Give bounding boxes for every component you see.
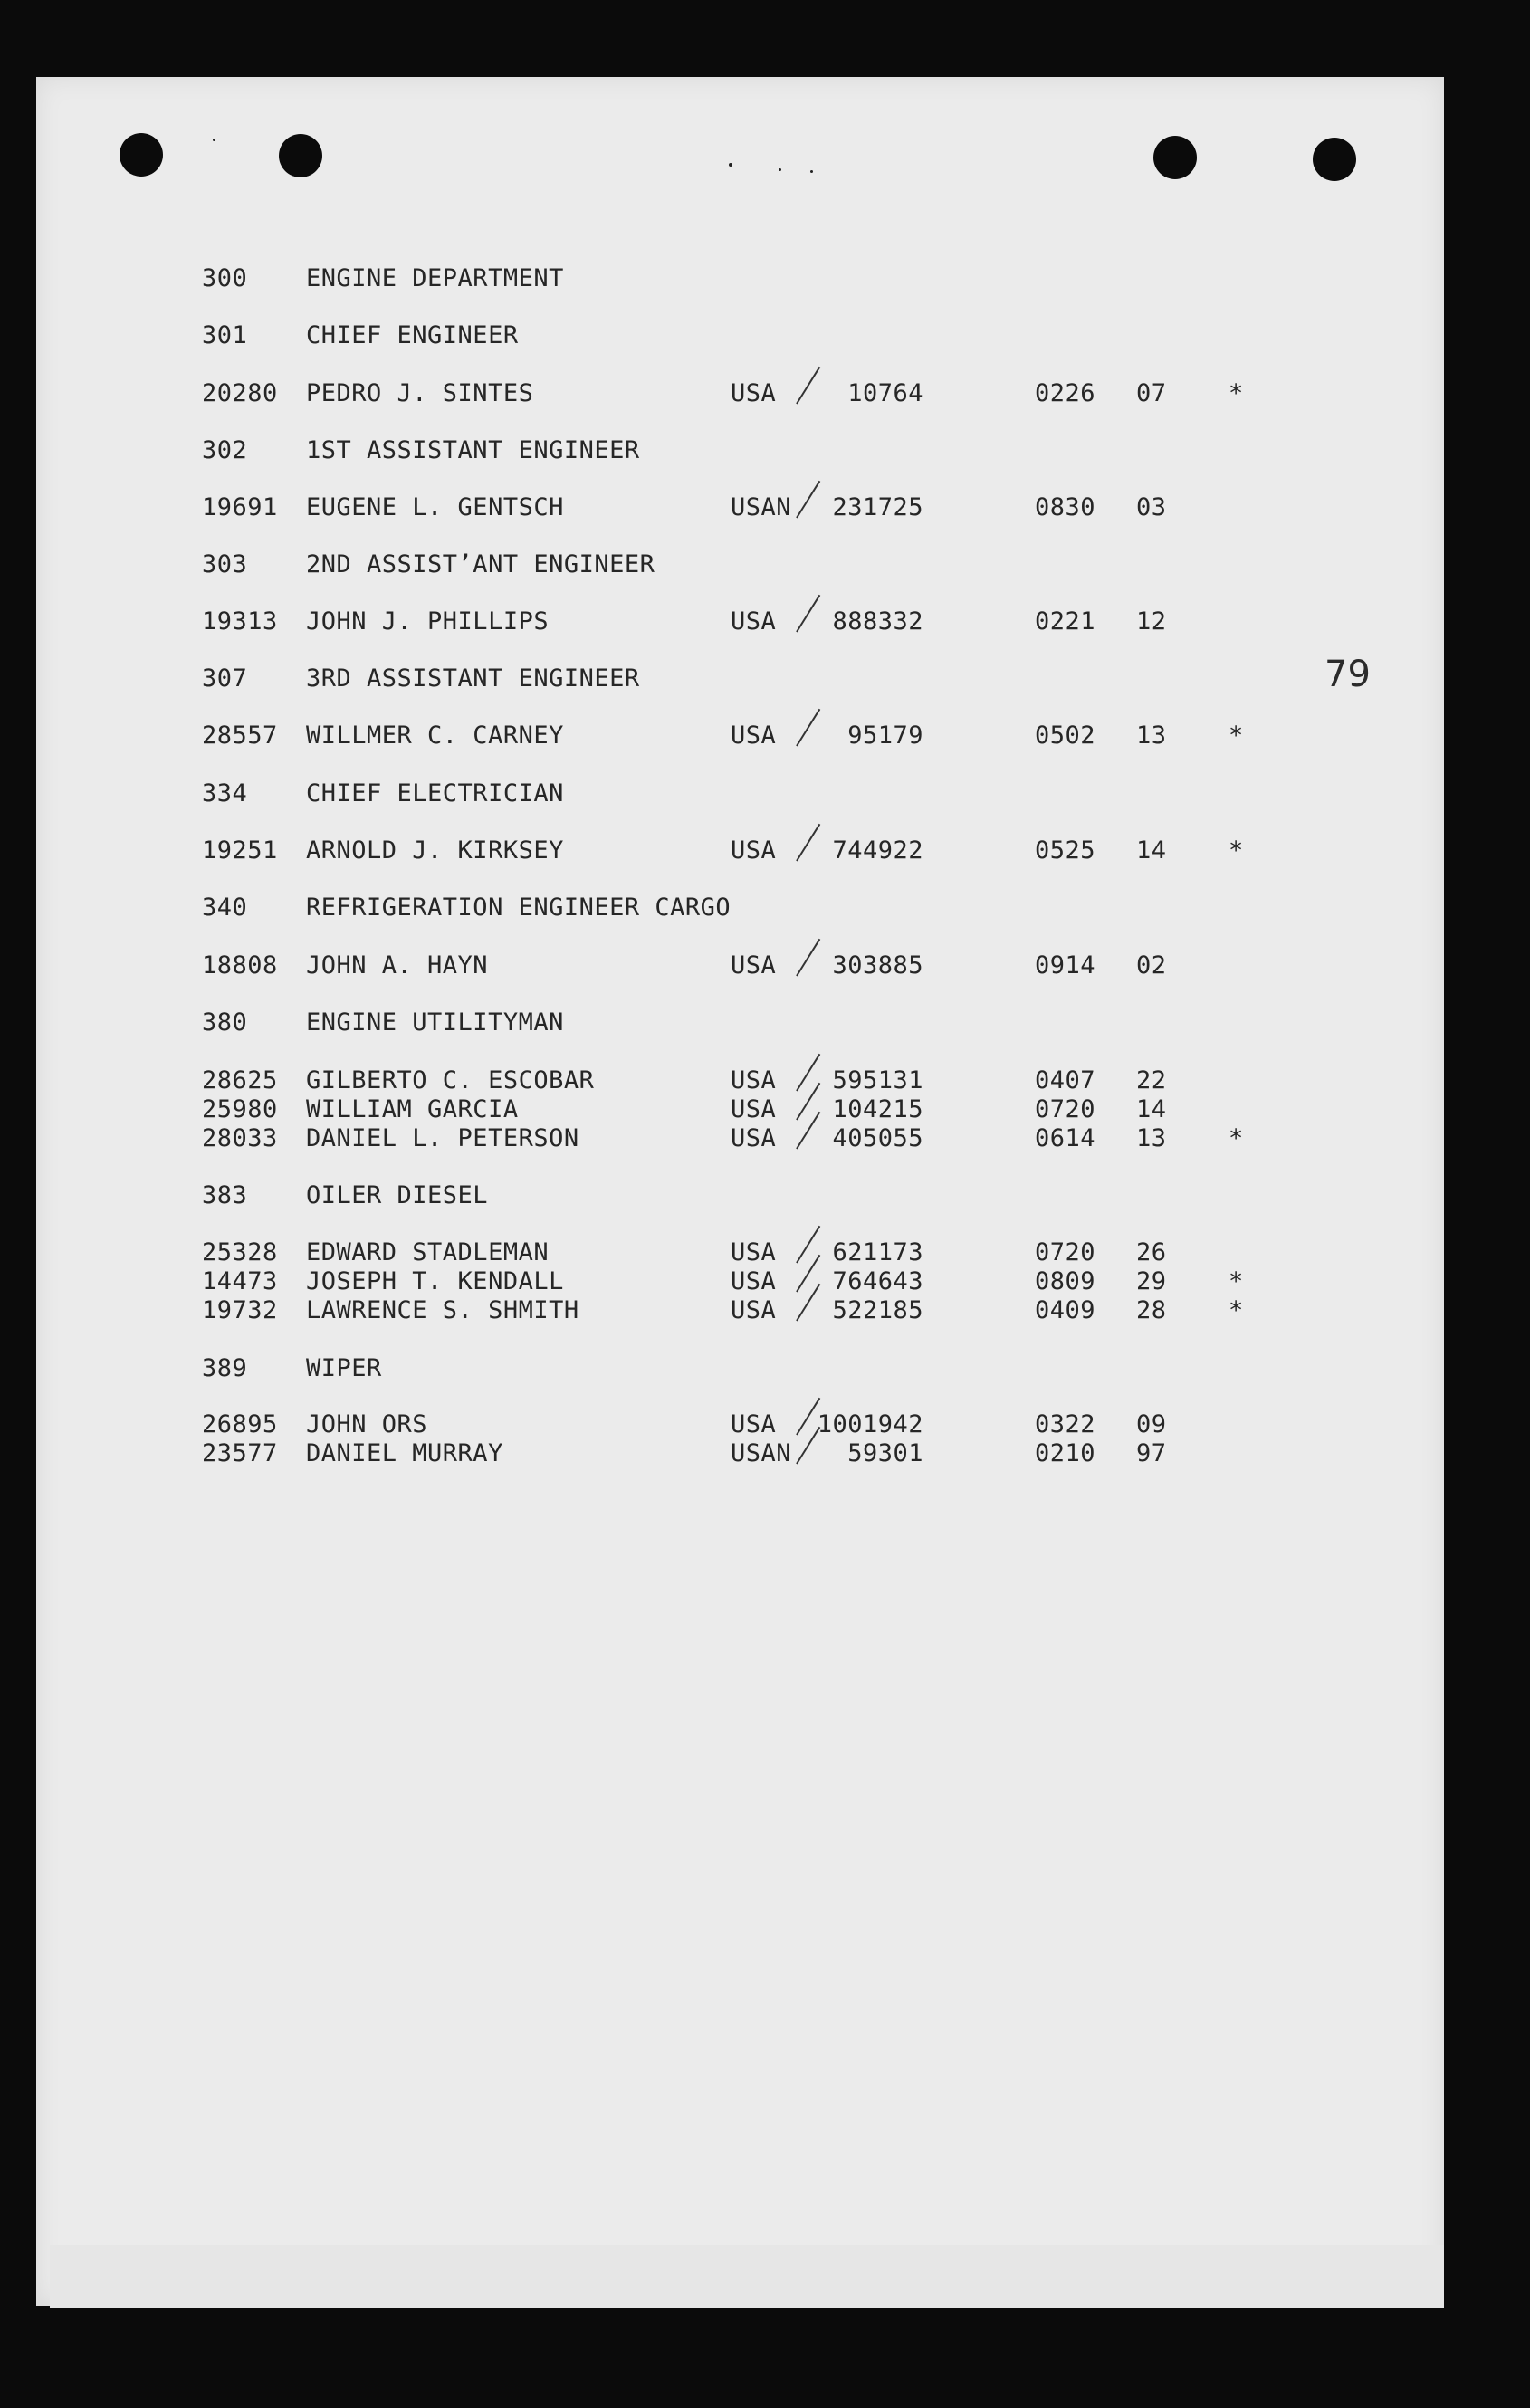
nationality: USA [731, 951, 777, 979]
date-code: 0322 [1034, 1410, 1095, 1438]
nationality: USA [731, 607, 777, 635]
crew-row [0, 836, 1530, 865]
date-code: 0409 [1034, 1296, 1095, 1324]
position-header-row [0, 893, 1530, 922]
document-number: 595131 [832, 1066, 923, 1094]
position-header-row [0, 664, 1530, 693]
crew-name: WILLIAM GARCIA [306, 1095, 519, 1123]
position-code: 380 [202, 1008, 248, 1037]
crew-id: 26895 [202, 1410, 278, 1438]
position-title: 1ST ASSISTANT ENGINEER [306, 436, 640, 464]
document-number: 621173 [832, 1238, 923, 1266]
position-title: CHIEF ENGINEER [306, 321, 519, 349]
position-header-row [0, 1354, 1530, 1383]
crew-row [0, 1124, 1530, 1153]
year-code: 13 [1136, 1124, 1167, 1152]
year-code: 22 [1136, 1066, 1167, 1094]
date-code: 0914 [1034, 951, 1095, 979]
crew-row [0, 1410, 1530, 1439]
crew-row [0, 1095, 1530, 1124]
crew-id: 14473 [202, 1267, 278, 1295]
crew-id: 18808 [202, 951, 278, 979]
page-bottom-edge [50, 2245, 1444, 2308]
position-title: ENGINE UTILITYMAN [306, 1008, 564, 1037]
document-number: 59301 [847, 1439, 923, 1467]
year-code: 26 [1136, 1238, 1167, 1266]
year-code: 12 [1136, 607, 1167, 635]
document-number: 10764 [847, 379, 923, 407]
speck [213, 139, 215, 141]
crew-row [0, 607, 1530, 636]
crew-name: JOHN ORS [306, 1410, 428, 1438]
nationality: USA [731, 721, 777, 750]
speck [729, 163, 732, 167]
document-number: 888332 [832, 607, 923, 635]
date-code: 0614 [1034, 1124, 1095, 1152]
crew-id: 28033 [202, 1124, 278, 1152]
position-title: OILER DIESEL [306, 1181, 489, 1209]
position-code: 307 [202, 664, 248, 693]
crew-id: 23577 [202, 1439, 278, 1467]
crew-row [0, 721, 1530, 750]
crew-name: PEDRO J. SINTES [306, 379, 534, 407]
year-code: 13 [1136, 721, 1167, 750]
position-title: 3RD ASSISTANT ENGINEER [306, 664, 640, 693]
nationality: USA [731, 1066, 777, 1094]
position-header-row [0, 779, 1530, 808]
document-number: 764643 [832, 1267, 923, 1295]
year-code: 07 [1136, 379, 1167, 407]
position-code: 303 [202, 550, 248, 578]
nationality: USA [731, 1267, 777, 1295]
date-code: 0720 [1034, 1238, 1095, 1266]
position-title: REFRIGERATION ENGINEER CARGO [306, 893, 732, 922]
crew-name: DANIEL MURRAY [306, 1439, 503, 1467]
star-mark: * [1229, 836, 1244, 865]
year-code: 14 [1136, 836, 1167, 865]
crew-name: EUGENE L. GENTSCH [306, 493, 564, 521]
position-title: 2ND ASSIST’ANT ENGINEER [306, 550, 655, 578]
crew-row [0, 951, 1530, 980]
document-number: 303885 [832, 951, 923, 979]
crew-id: 28625 [202, 1066, 278, 1094]
position-header-row [0, 1008, 1530, 1037]
crew-id: 19691 [202, 493, 278, 521]
position-header-row [0, 436, 1530, 465]
document-number: 95179 [847, 721, 923, 750]
document-number: 1001942 [817, 1410, 923, 1438]
year-code: 14 [1136, 1095, 1167, 1123]
crew-row [0, 379, 1530, 408]
crew-id: 28557 [202, 721, 278, 750]
crew-row [0, 1296, 1530, 1325]
date-code: 0210 [1034, 1439, 1095, 1467]
year-code: 03 [1136, 493, 1167, 521]
nationality: USA [731, 1238, 777, 1266]
crew-name: JOHN A. HAYN [306, 951, 489, 979]
year-code: 02 [1136, 951, 1167, 979]
crew-id: 25328 [202, 1238, 278, 1266]
crew-id: 20280 [202, 379, 278, 407]
crew-id: 25980 [202, 1095, 278, 1123]
position-header-row [0, 321, 1530, 350]
position-code: 383 [202, 1181, 248, 1209]
position-header-row [0, 550, 1530, 579]
position-code: 340 [202, 893, 248, 922]
crew-row [0, 1066, 1530, 1095]
year-code: 29 [1136, 1267, 1167, 1295]
position-code: 334 [202, 779, 248, 807]
crew-name: JOHN J. PHILLIPS [306, 607, 550, 635]
nationality: USAN [731, 493, 792, 521]
position-header-row [0, 264, 1530, 293]
position-code: 302 [202, 436, 248, 464]
document-number: 744922 [832, 836, 923, 865]
position-code: 301 [202, 321, 248, 349]
nationality: USA [731, 1296, 777, 1324]
crew-name: WILLMER C. CARNEY [306, 721, 564, 750]
crew-row [0, 1439, 1530, 1468]
punch-hole [279, 134, 322, 177]
date-code: 0525 [1034, 836, 1095, 865]
nationality: USA [731, 379, 777, 407]
nationality: USA [731, 1410, 777, 1438]
crew-id: 19313 [202, 607, 278, 635]
star-mark: * [1229, 1296, 1244, 1324]
punch-hole [1313, 138, 1356, 181]
crew-id: 19251 [202, 836, 278, 865]
date-code: 0221 [1034, 607, 1095, 635]
crew-row [0, 1238, 1530, 1267]
year-code: 28 [1136, 1296, 1167, 1324]
date-code: 0502 [1034, 721, 1095, 750]
nationality: USAN [731, 1439, 792, 1467]
position-code: 389 [202, 1354, 248, 1382]
crew-name: GILBERTO C. ESCOBAR [306, 1066, 595, 1094]
nationality: USA [731, 1124, 777, 1152]
speck [810, 170, 813, 173]
star-mark: * [1229, 1124, 1244, 1152]
star-mark: * [1229, 721, 1244, 750]
year-code: 97 [1136, 1439, 1167, 1467]
position-title: ENGINE DEPARTMENT [306, 264, 564, 292]
date-code: 0226 [1034, 379, 1095, 407]
crew-name: LAWRENCE S. SHMITH [306, 1296, 579, 1324]
document-number: 231725 [832, 493, 923, 521]
document-number: 104215 [832, 1095, 923, 1123]
position-title: WIPER [306, 1354, 382, 1382]
crew-name: DANIEL L. PETERSON [306, 1124, 579, 1152]
crew-row [0, 493, 1530, 522]
crew-row [0, 1267, 1530, 1296]
document-number: 522185 [832, 1296, 923, 1324]
date-code: 0407 [1034, 1066, 1095, 1094]
date-code: 0809 [1034, 1267, 1095, 1295]
crew-name: JOSEPH T. KENDALL [306, 1267, 564, 1295]
crew-id: 19732 [202, 1296, 278, 1324]
date-code: 0830 [1034, 493, 1095, 521]
punch-hole [120, 133, 163, 177]
punch-hole [1153, 136, 1197, 179]
position-title: CHIEF ELECTRICIAN [306, 779, 564, 807]
position-header-row [0, 1181, 1530, 1210]
speck [779, 168, 781, 171]
star-mark: * [1229, 1267, 1244, 1295]
document-number: 405055 [832, 1124, 923, 1152]
page-number: 79 [1324, 654, 1371, 695]
position-code: 300 [202, 264, 248, 292]
year-code: 09 [1136, 1410, 1167, 1438]
crew-name: EDWARD STADLEMAN [306, 1238, 550, 1266]
crew-name: ARNOLD J. KIRKSEY [306, 836, 564, 865]
star-mark: * [1229, 379, 1244, 407]
nationality: USA [731, 1095, 777, 1123]
date-code: 0720 [1034, 1095, 1095, 1123]
nationality: USA [731, 836, 777, 865]
